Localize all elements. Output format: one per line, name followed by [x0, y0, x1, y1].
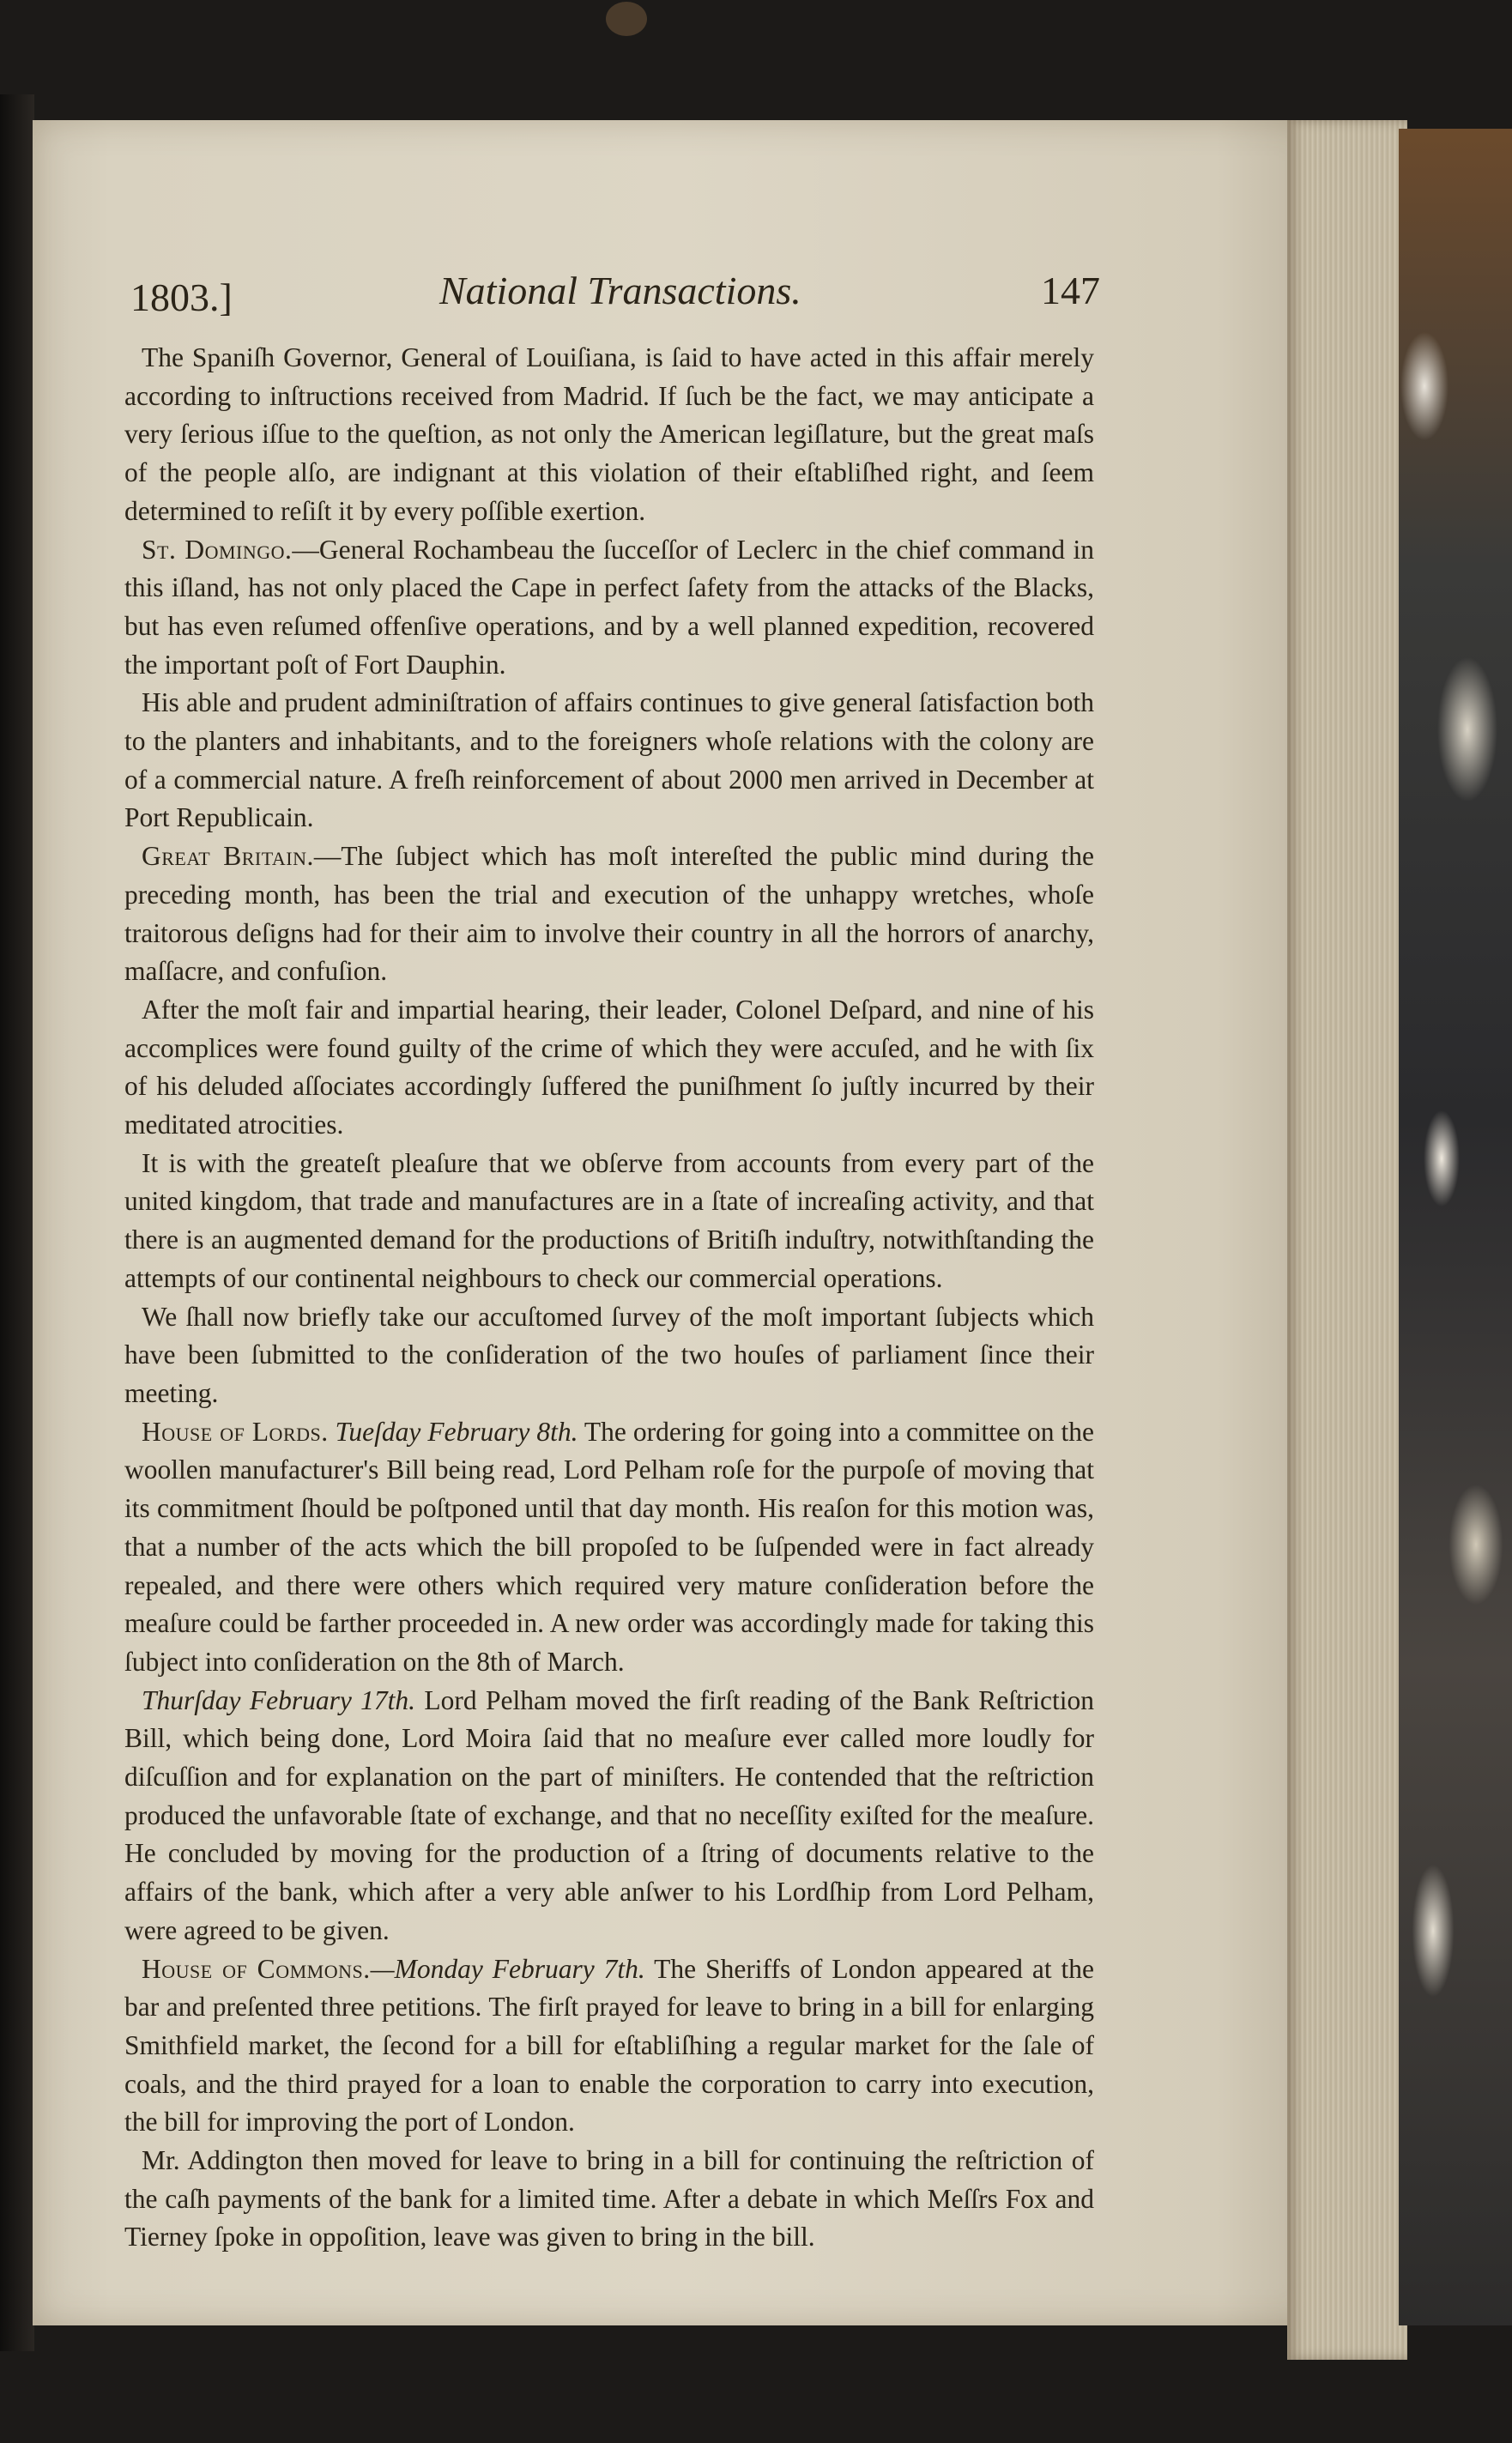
header-title: National Transactions. — [439, 269, 801, 312]
paragraph-bank-restriction: Thurſday February 17th. Lord Pelham moved the firſt reading of the Bank Reſtriction Bill, which being done, Lord Moira ſaid that no meaſure ever called more loudly for diſcuſſion and for explanation on the part of miniſters. He contended that the reſtriction produced the unfavorable ſtate of exchange, and that no neceſſity exiſted for the meaſure. He concluded by moving for the production of a ſtring of documents relative to the affairs of the bank, which after a very able anſwer to his Lordſhip from Lord Pelham, were agreed to be given. — [124, 1684, 1095, 1945]
running-header — [130, 268, 1100, 328]
page-number: 147 — [1041, 269, 1100, 312]
page-edges — [1287, 120, 1407, 2360]
paragraph-house-of-lords: House of Lords. Tueſday February 8th. The ordering for going into a committee on the woollen manufacturer's Bill being read, Lord Pelham roſe for the purpoſe of moving that its commitment ſhould be poſtponed until that day month. His reaſon for this motion was, that a number of the acts which the bill propoſed to be ſuſpended were in fact already repealed, and there were others which required very mature conſideration before the meaſure could be farther proceeded in. A new order was accordingly made for taking this ſubject into conſideration on the 8th of March. — [124, 1416, 1094, 1677]
paragraph-administration: His able and prudent adminiſtration of affairs continues to give general ſatisfaction both to the planters and inhabitants, and to the foreigners whoſe relations with the colony are of a commercial nature. A freſh reinforcement of about 2000 men arrived in December at Port Republicain. — [124, 687, 1094, 833]
paragraph-great-britain: Great Britain.—The ſubject which has moſt intereſted the public mind during the preceding month, has been the trial and execution of the unhappy wretches, whoſe traitorous deſigns had for their aim to involve their country in all the horrors of anarchy, maſſacre, and confuſion. — [124, 841, 1094, 987]
book-cover-left — [0, 94, 34, 2351]
cover-stain — [606, 2, 647, 36]
section-lead: Great Britain. — [142, 841, 314, 872]
paragraph-st-domingo: St. Domingo.—General Rochambeau the ſucceſſor of Leclerc in the chief command in this iſland, has not only placed the Cape in perfect ſafety from the attacks of the Blacks, but has even reſumed offenſive operations, and by a well planned expedition, recovered the important poſt of Fort Dauphin. — [124, 534, 1094, 680]
date: Thurſday February 17th. — [142, 1684, 416, 1715]
paragraph-house-of-commons: House of Commons.—Monday February 7th. The Sheriffs of London appeared at the bar and preſented three petitions. The firſt prayed for leave to bring in a bill for enlarging Smithfield market, the ſecond for a bill for eſtabliſhing a regular market for the ſale of coals, and the third prayed for a loan to enable the corporation to carry into execution, the bill for improving the port of London. — [124, 1953, 1094, 2138]
paragraph-survey: We ſhall now briefly take our accuſtomed ſurvey of the moſt important ſubjects which have been ſubmitted to the conſideration of the two houſes of parliament ſince their meeting. — [124, 1301, 1094, 1408]
date: Tueſday February 8th. — [335, 1416, 578, 1447]
paragraph-trade: It is with the greateſt pleaſure that we obſerve from accounts from every part of the united kingdom, that trade and manufactures are in a ſtate of increaſing activity, and that there is an augmented demand for the productions of Britiſh induſtry, notwithſtanding the attempts of our continental neighbours to check our commercial operations. — [124, 1147, 1094, 1293]
paragraph-addington: Mr. Addington then moved for leave to bring in a bill for continuing the reſtriction of the caſh payments of the bank for a limited time. After a debate in which Meſſrs Fox and Tierney ſpoke in oppoſition, leave was given to bring in the bill. — [124, 2145, 1094, 2253]
header-year: 1803.] — [130, 275, 233, 319]
section-lead: House of Commons. — [142, 1953, 371, 1984]
marbled-cover-right — [1399, 129, 1512, 2325]
body-text — [124, 339, 1094, 2257]
section-lead: House of Lords. — [142, 1416, 329, 1447]
section-lead: St. Domingo. — [142, 534, 293, 565]
date: —Monday February 7th. — [370, 1953, 645, 1984]
paragraph-despard: After the moſt fair and impartial hearing, their leader, Colonel Deſpard, and nine of his accomplices were found guilty of the crime of which they were accuſed, and he with ſix of his deluded aſſociates accordingly ſuffered the puniſhment ſo juſtly incurred by their meditated atrocities. — [124, 994, 1094, 1140]
paragraph-louisiana: The Spaniſh Governor, General of Louiſiana, is ſaid to have acted in this affair merely according to inſtructions received from Madrid. If ſuch be the fact, we may anticipate a very ſerious iſſue to the queſtion, as not only the American legiſlature, but the great maſs of the people alſo, are indignant at this violation of their eſtabliſhed right, and ſeem determined to reſiſt it by every poſſible exertion. — [124, 342, 1094, 526]
